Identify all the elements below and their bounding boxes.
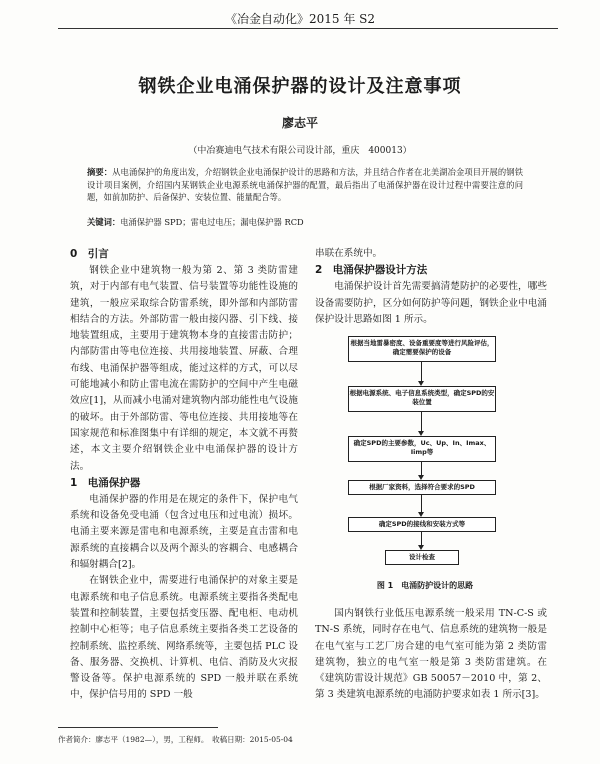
flow-step-2: 根据电源系统、电子信息系统类型，确定SPD的安装位置 bbox=[348, 386, 496, 412]
section-2-heading: 2 电涌保护器设计方法 bbox=[315, 264, 428, 277]
flowchart bbox=[348, 336, 498, 566]
spd-paragraph-1: 电涌保护器的作用是在规定的条件下，保护电气系统和设备免受电涌（包含过电压和过电流）损坏。电涌主要来源是雷电和电源系统，主要是直击雷和电源系统的直接耦合以及两个源头的容耦合、电感耦合和辐射耦合[2]。 bbox=[70, 493, 298, 571]
design-method-paragraph: 电涌保护设计首先需要搞清楚防护的必要性，哪些设备需要防护，区分如何防护等问题，钢铁企业中电涌保护设计思路如图 1 所示。 bbox=[315, 281, 547, 325]
spd-paragraph-2: 在钢铁企业中，需要进行电涌保护的对象主要是电源系统和电子信息系统。电源系统主要指各类配电装置和控制装置，主要包括变压器、配电柜、电动机控制中心柜等；电子信息系统主要指各类工艺设备的控制系统、监控系统、网络系统等，主要包括 PLC 设备、服务器、交换机、计算机、电信、消防及火灾报警设备等。保护电源系统的 SPD 一般并联在系统中，保护信号用的 SPD 一般 bbox=[70, 575, 298, 701]
author-name: 廖志平 bbox=[281, 116, 318, 130]
header-rule bbox=[58, 28, 558, 29]
abstract-text: 从电涌保护的角度出发，介绍钢铁企业电涌保护设计的思路和方法，并且结合作者在北美湖冶金项目开展的钢铁设计项目案例，介绍国内某钢铁企业电源系统电涌保护器的配置，最后指出了电涌保护器在设计过程中需要注意的问题，如前加防护、后备保护、安装位置、能量配合等。 bbox=[87, 167, 523, 202]
section-1-heading: 1 电涌保护器 bbox=[70, 476, 141, 489]
flow-step-3: 确定SPD的主要参数，Uc、Up、In、Imax、Iimp等 bbox=[348, 436, 496, 462]
flow-step-1: 根据当地雷暴密度、设备重要度等进行风险评估，确定需要保护的设备 bbox=[348, 336, 496, 362]
footnote: 作者简介：廖志平（1982—），男，工程师。 收稿日期：2015-05-04 bbox=[58, 735, 293, 744]
keywords-text: 电涌保护器 SPD；雷电过电压；漏电保护器 RCD bbox=[120, 217, 304, 227]
keywords-label: 关键词： bbox=[87, 217, 121, 227]
intro-paragraph: 钢铁企业中建筑物一般为第 2、第 3 类防雷建筑，对于内部有电气装置、信号装置等功能性设施的建筑，一般应采取综合防雷系统，即外部和内部防雷相结合的方法。外部防雷一般由接闪器、引下线、接地装置组成，主要用于建筑物本身的直接雷击防护；内部防雷由等电位连接、共用接地装置、屏蔽、合理布线、电涌保护器等组成，能过这样的方式，可以尽可能地减小和防止雷电流在需防护的空间中产生电磁效应[1]，从而减小电涌对建筑物内部功能性电气设施的破坏。由于外部防雷、等电位连接、共用接地等在国家规范和标准图集中有详细的规定，本文就不再赘述，本文主要介绍钢铁企业中电涌保护器的设计方法。 bbox=[70, 265, 298, 472]
flow-arrow bbox=[421, 412, 422, 432]
flow-arrow bbox=[421, 362, 422, 382]
paper-title: 钢铁企业电涌保护器的设计及注意事项 bbox=[138, 76, 462, 97]
continued-line: 串联在系统中。 bbox=[315, 248, 383, 259]
footnote-rule bbox=[58, 727, 218, 728]
flow-arrow bbox=[421, 495, 422, 513]
keywords bbox=[87, 216, 523, 228]
figure-caption: 图 1 电涌防护设计的思路 bbox=[376, 581, 474, 590]
right-column-top bbox=[315, 246, 547, 328]
flow-arrow bbox=[421, 532, 422, 546]
running-head: 《冶金自动化》2015 年 S2 bbox=[224, 12, 376, 26]
section-0-heading: 0 引言 bbox=[70, 248, 109, 260]
right-column-bottom bbox=[315, 606, 547, 704]
flow-arrow bbox=[421, 462, 422, 476]
abstract bbox=[87, 166, 523, 204]
tn-system-paragraph: 国内钢铁行业低压电源系统一般采用 TN-C-S 或 TN-S 系统，同时存在电气、信息系统的建筑物一般是在电气室与工艺厂房合建的电气室可能为第 2 类防雷建筑物，独立的电气室一般是第 3 类防雷建筑。在《建筑防雷设计规范》GB 50057－2010 中，第 2、第 3 类建筑电源系统的电涌防护要求如表 1 所示[3]。 bbox=[315, 608, 547, 701]
flow-step-5: 确定SPD的接线和安装方式等 bbox=[348, 517, 496, 532]
abstract-label: 摘要： bbox=[87, 167, 113, 177]
affiliation: （中冶赛迪电气技术有限公司设计部，重庆 400013） bbox=[188, 146, 412, 156]
flow-step-6: 设计检查 bbox=[385, 550, 459, 565]
left-column bbox=[70, 246, 298, 704]
flow-step-4: 根据厂家资料，选择符合要求的SPD bbox=[348, 480, 496, 495]
